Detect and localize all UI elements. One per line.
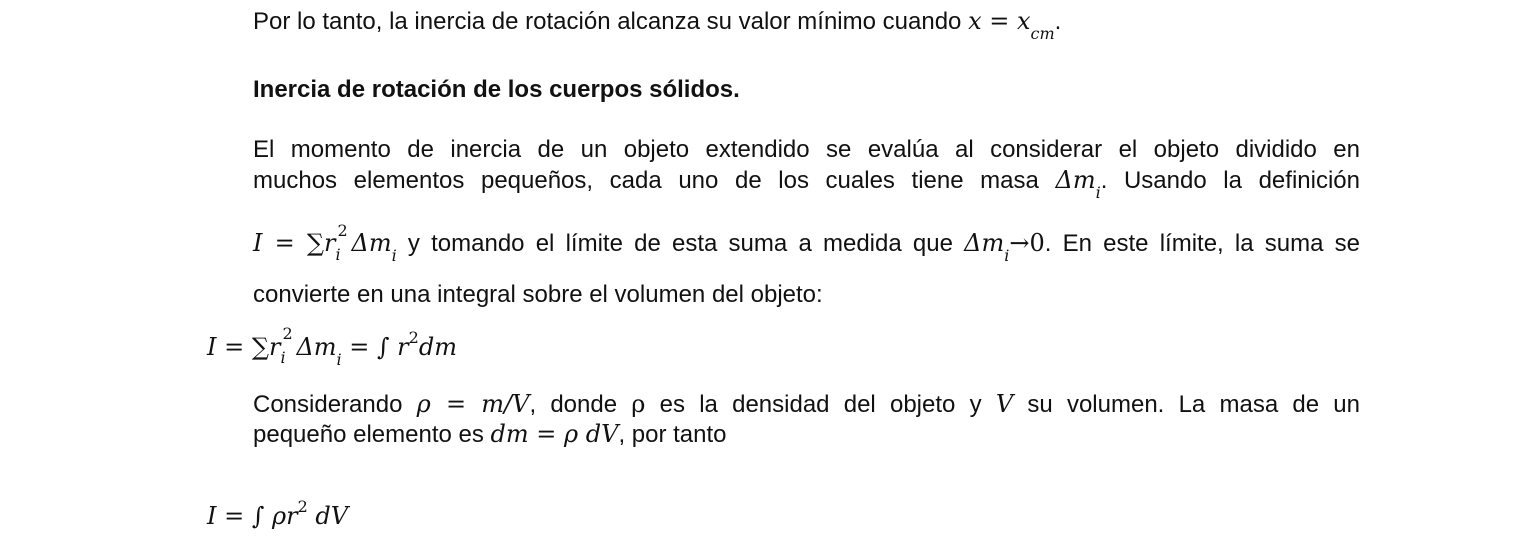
math-sub-i: i [280,348,286,367]
math-supsub [280,324,296,367]
math-inertia-sum: I = ∑r [253,229,336,257]
para2-line2-text-a: pequeño elemento es [253,421,491,448]
math-sub-i: i [391,246,397,265]
math-sup-2: 2 [408,328,419,347]
paragraph-1-line-2 [253,165,1360,202]
eq1-part-b: Δm [296,333,337,361]
para1-line2-text: muchos elementos pequeños, cada uno de los cuales tiene masa [253,167,1056,194]
para2-text-b: , donde [529,391,632,418]
math-rho: ρ [631,390,646,418]
math-delta-m: Δm [351,229,392,257]
equation-inertia-volume [207,497,349,534]
math-limit-zero: →0 [1009,229,1045,257]
para1-line2-tail: . Usando la definición [1100,167,1360,194]
math-delta-m: Δm [964,229,1005,257]
math-delta-m: Δm [1055,166,1096,194]
eq2-part-b: dV [307,502,349,530]
para1-line3-tail: . En este límite, la suma se [1044,230,1360,257]
eq1-part-c: = ∫ r [341,333,409,361]
math-sup-2: 2 [337,221,348,240]
paragraph-2-line-2 [253,419,727,450]
math-sup-2: 2 [297,497,308,516]
math-subscript-i: i [1095,183,1101,202]
math-sub-i: i [336,350,342,369]
math-density-def: ρ = m/V [416,390,530,418]
paragraph-2-line-1 [253,389,1360,420]
math-sup-2: 2 [282,324,293,343]
math-sub-i: i [1004,246,1010,265]
line-tail: . [1054,8,1062,35]
para2-text-a: Considerando [253,391,417,418]
math-supsub [335,221,352,264]
math-x-equals: x = x [968,7,1031,35]
eq1-part-d: dm [418,333,457,361]
paragraph-1-line-1: El momento de inercia de un objeto extendido se evalúa al considerar el objeto dividido en [253,136,1360,163]
math-subscript-cm: cm [1030,24,1055,43]
math-dm-def: dm = ρ dV [490,420,619,448]
paragraph-1-line-3 [253,221,1360,265]
section-heading: Inercia de rotación de los cuerpos sólidos. [253,76,740,103]
para1-line3-text: y tomando el límite de esta suma a medida que [396,230,965,257]
paragraph-1-line-4: convierte en una integral sobre el volumen del objeto: [253,281,823,308]
para2-text-d: su volumen. La masa de un [1013,391,1361,418]
math-volume: V [995,390,1014,418]
text-line-min-inertia [253,6,1062,43]
para2-line2-text-b: , por tanto [618,421,727,448]
eq1-part-a: I = ∑r [207,333,281,361]
equation-inertia-integral [207,324,457,369]
para2-text-c: es la densidad del objeto y [645,391,996,418]
math-sub-i: i [335,245,341,264]
eq2-part-a: I = ∫ ρr [207,502,298,530]
line-text: Por lo tanto, la inercia de rotación alcanza su valor mínimo cuando [253,8,969,35]
